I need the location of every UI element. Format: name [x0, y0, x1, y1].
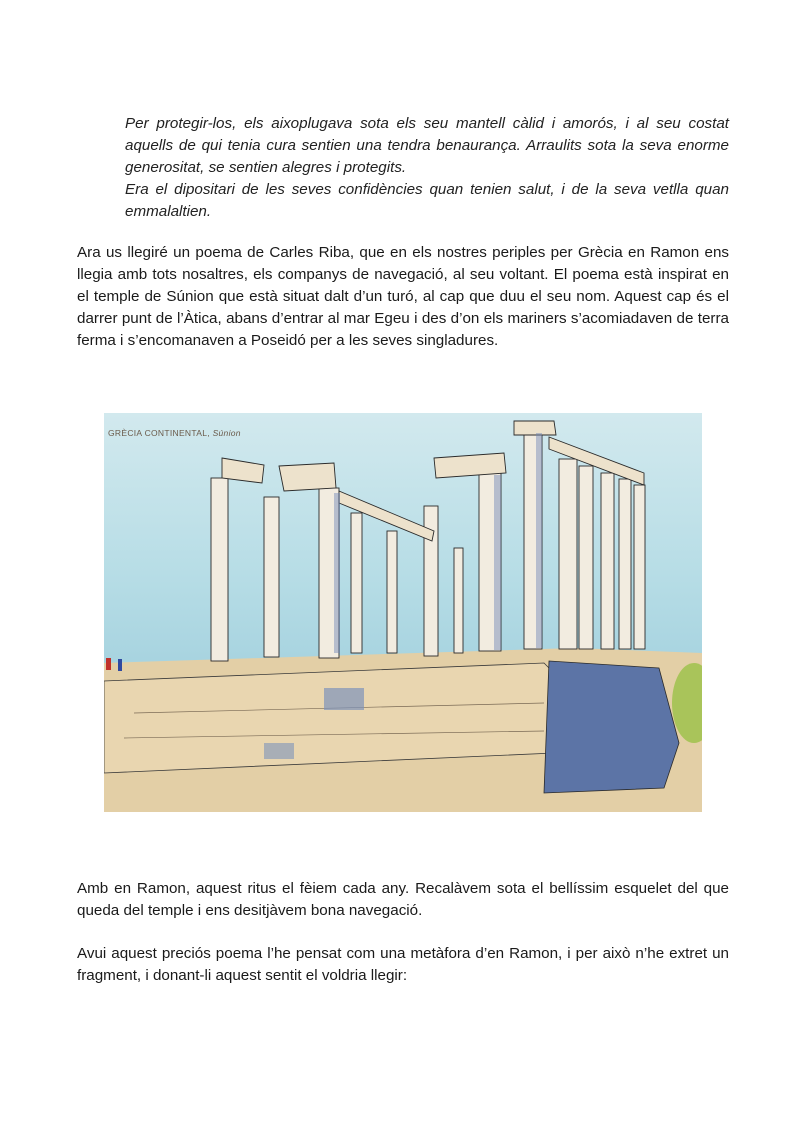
caption-place: Súnion: [212, 428, 241, 438]
body-paragraph: Ara us llegiré un poema de Carles Riba, que en els nostres periples per Grècia en Ramon ens llegia amb tots nosaltres, els companys de navegació, al seu voltant. El poema està inspirat en el temple de Súnion que està situat dalt d’un turó, al cap que duu el seu nom. Aquest cap és el darrer punt de l’Àtica, abans d’entrar al mar Egeu i des d’on els mariners s’acomiadaven de terra ferma i s’encomanaven a Poseidó per a les seves singladures.: [77, 244, 729, 349]
body-paragraph: Amb en Ramon, aquest ritus el fèiem cada any. Recalàvem sota el bellíssim esquelet del que queda del temple i ens desitjàvem bona navegació.: [77, 880, 729, 919]
quote-paragraph: Era el dipositari de les seves confidències quan tenien salut, i de la seva vetlla quan emmalaltien.: [125, 181, 729, 220]
quote-paragraph: Per protegir-los, els aixoplugava sota els seu mantell càlid i amorós, i al seu costat aquells de qui tenia cura sentien una tendra benaurança. Arraulits sota la seva enorme generositat, se sentien alegres i protegits.: [125, 115, 729, 176]
illustration-caption: [108, 428, 241, 438]
temple-illustration: [104, 413, 702, 812]
italic-quote: [125, 113, 729, 223]
temple-watercolor-image: [104, 413, 702, 812]
caption-region: GRÈCIA CONTINENTAL,: [108, 428, 210, 438]
body-paragraph: Avui aquest preciós poema l’he pensat com una metàfora d’en Ramon, i per això n’he extret un fragment, i donant-li aquest sentit el voldria llegir:: [77, 945, 729, 984]
